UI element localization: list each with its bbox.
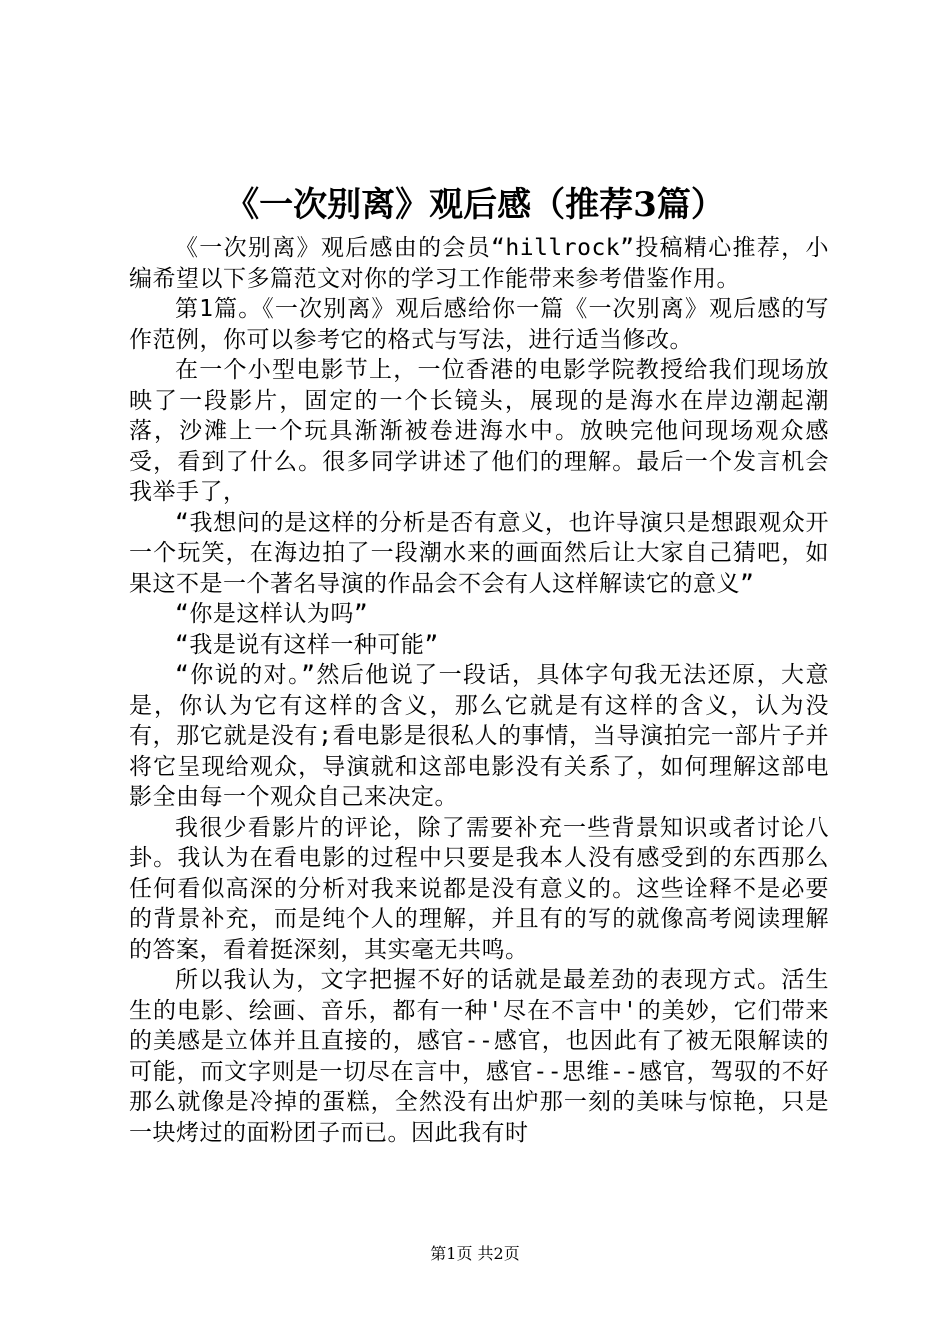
document-body bbox=[129, 233, 829, 1148]
page-footer: 第1页 共2页 bbox=[430, 1244, 520, 1263]
paragraph: 我很少看影片的评论，除了需要补充一些背景知识或者讨论八卦。我认为在看电影的过程中只要是我本人没有感受到的东西那么任何看似高深的分析对我来说都是没有意义的。这些诠释不是必要的背景补充，而是纯个人的理解，并且有的写的就像高考阅读理解的答案，看着挺深刻，其实毫无共鸣。 bbox=[129, 814, 829, 963]
paragraph: 《一次别离》观后感由的会员“hillrock”投稿精心推荐，小编希望以下多篇范文对你的学习工作能带来参考借鉴作用。 bbox=[129, 235, 829, 292]
document-title: 《一次别离》观后感（推荐3篇） bbox=[225, 185, 725, 225]
paragraph: “我是说有这样一种可能” bbox=[175, 631, 439, 658]
paragraph: “我想问的是这样的分析是否有意义，也许导演只是想跟观众开一个玩笑，在海边拍了一段潮水来的画面然后让大家自己猜吧，如果这不是一个著名导演的作品会不会有人这样解读它的意义” bbox=[129, 509, 829, 597]
paragraph: 第1篇。《一次别离》观后感给你一篇《一次别离》观后感的写作范例，你可以参考它的格式与写法，进行适当修改。 bbox=[129, 296, 829, 353]
paragraph: “你是这样认为吗” bbox=[175, 601, 369, 627]
paragraph: “你说的对。”然后他说了一段话，具体字句我无法还原，大意是，你认为它有这样的含义，那么它就是有这样的含义，认为没有，那它就是没有;看电影是很私人的事情，当导演拍完一部片子并将它呈现给观众，导演就和这部电影没有关系了，如何理解这部电影全由每一个观众自己来决定。 bbox=[129, 662, 829, 810]
paragraph: 在一个小型电影节上，一位香港的电影学院教授给我们现场放映了一段影片，固定的一个长镜头，展现的是海水在岸边潮起潮落，沙滩上一个玩具渐渐被卷进海水中。放映完他问现场观众感受，看到了什么。很多同学讲述了他们的理解。最后一个发言机会我举手了， bbox=[129, 357, 829, 505]
paragraph: 所以我认为，文字把握不好的话就是最差劲的表现方式。活生生的电影、绘画、音乐，都有一种'尽在不言中'的美妙，它们带来的美感是立体并且直接的，感官--感官，也因此有了被无限解读的可能，而文字则是一切尽在言中，感官--思维--感官，驾驭的不好那么就像是冷掉的蛋糕，全然没有出炉那一刻的美味与惊艳，只是一块烤过的面粉团子而已。因此我有时 bbox=[129, 967, 829, 1146]
